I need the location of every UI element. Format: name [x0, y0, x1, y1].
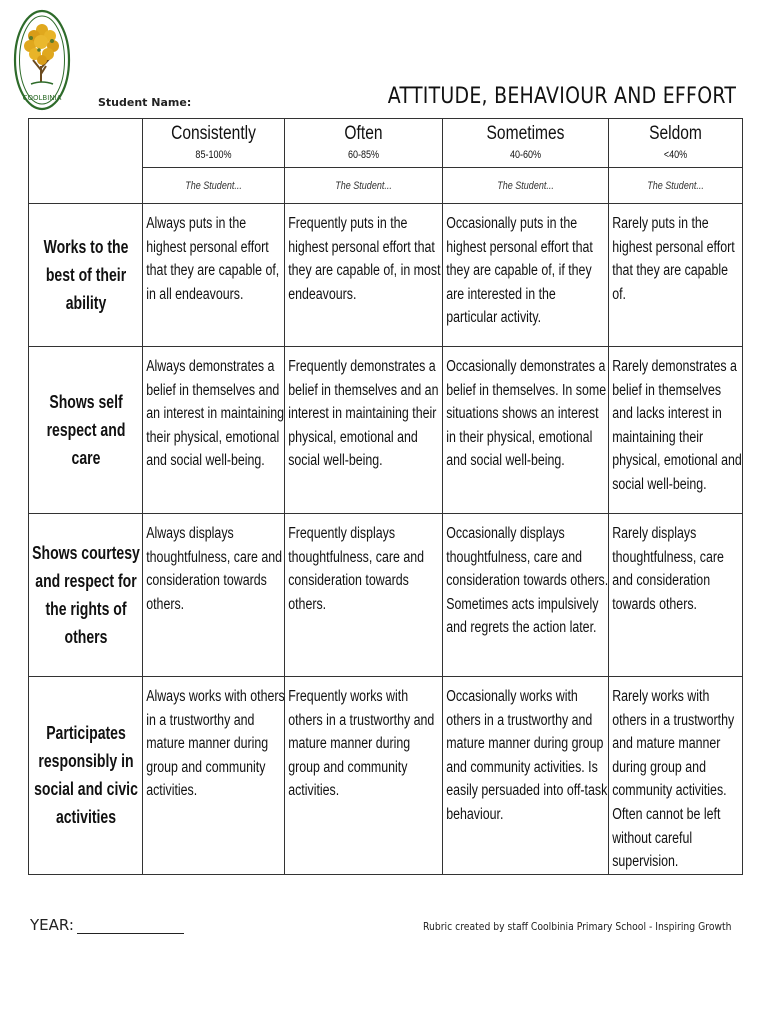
table-cell [143, 204, 285, 347]
table-cell [609, 514, 743, 677]
row-label-text: Works to the best of their ability [43, 237, 129, 313]
column-header-sometimes [443, 119, 609, 168]
subheader-text: The Student... [497, 179, 554, 192]
table-cell [285, 204, 443, 347]
column-header-seldom [609, 119, 743, 168]
row-label-text: Shows courtesy and respect for the rights of others [32, 543, 140, 647]
subheader-cell [285, 168, 443, 204]
cell-text: Occasionally works with others in a trustworthy and mature manner during group and community activities. Is easily persuaded into off-task behaviour. [446, 688, 608, 823]
cell-text: Rarely demonstrates a belief in themselves and lacks interest in maintaining their physical, emotional and social well-being. [612, 358, 742, 493]
rubric-credit: Rubric created by staff Coolbinia Primary School - Inspiring Growth [423, 920, 732, 933]
row-label [29, 514, 143, 677]
cell-text: Occasionally puts in the highest personal effort that they are capable of, if they are interested in the particular activity. [446, 215, 593, 327]
cell-text: Frequently puts in the highest personal effort that they are capable of, in most endeavours. [288, 215, 441, 303]
row-label [29, 677, 143, 875]
subheader-text: The Student... [185, 179, 242, 192]
table-cell [285, 677, 443, 875]
row-label [29, 204, 143, 347]
cell-text: Frequently demonstrates a belief in themselves and an interest in maintaining their physical, emotional and social well-being. [288, 358, 439, 470]
table-cell [143, 514, 285, 677]
cell-text: Rarely puts in the highest personal effort that they are capable of. [612, 215, 735, 303]
row-label-text: Participates responsibly in social and civic activities [34, 723, 138, 828]
cell-text: Always demonstrates a belief in themselves and an interest in maintaining their physical, emotional and social well-being. [146, 358, 285, 470]
page-title: ATTITUDE, BEHAVIOUR AND EFFORT [387, 84, 736, 109]
subheader-cell [443, 168, 609, 204]
table-cell [285, 514, 443, 677]
cell-text: Frequently works with others in a trustworthy and mature manner during group and community activities. [288, 688, 435, 800]
row-label-text: Shows self respect and care [46, 392, 126, 468]
corner-cell [29, 119, 143, 204]
column-header-consistently [143, 119, 285, 168]
column-name: Seldom [649, 123, 702, 144]
table-row [29, 347, 743, 514]
cell-text: Frequently displays thoughtfulness, care and consideration towards others. [288, 525, 425, 613]
cell-text: Rarely displays thoughtfulness, care and consideration towards others. [612, 525, 724, 613]
school-logo [13, 8, 71, 112]
rubric-table [28, 118, 743, 875]
table-cell [609, 677, 743, 875]
cell-text: Occasionally demonstrates a belief in themselves. In some situations shows an interest in their physical, emotional and social well-being. [446, 358, 607, 470]
logo-text: COOLBINIA [22, 94, 62, 102]
table-cell [443, 514, 609, 677]
row-label [29, 347, 143, 514]
subheader-text: The Student... [647, 179, 704, 192]
table-row [29, 204, 743, 347]
header-row [29, 119, 743, 168]
table-cell [443, 677, 609, 875]
table-cell [143, 347, 285, 514]
cell-text: Always displays thoughtfulness, care and consideration towards others. [146, 525, 283, 613]
column-header-often [285, 119, 443, 168]
column-range: 40-60% [509, 149, 542, 161]
table-cell [143, 677, 285, 875]
table-row [29, 677, 743, 875]
subheader-cell [143, 168, 285, 204]
table-row [29, 514, 743, 677]
column-range: <40% [663, 149, 688, 161]
cell-text: Always puts in the highest personal effort that they are capable of, in all endeavours. [146, 215, 280, 303]
cell-text: Rarely works with others in a trustworthy and mature manner during group and community activities. Often cannot be left without careful supervision. [612, 688, 735, 871]
column-name: Sometimes [486, 123, 565, 144]
year-field [30, 916, 184, 934]
cell-text: Always works with others in a trustworthy and mature manner during group and community activities. [146, 688, 285, 800]
column-name: Often [344, 123, 383, 144]
subheader-text: The Student... [335, 179, 392, 192]
column-name: Consistently [171, 123, 256, 144]
table-cell [609, 347, 743, 514]
year-label: YEAR: [30, 916, 74, 934]
subheader-cell [609, 168, 743, 204]
table-cell [609, 204, 743, 347]
column-range: 85-100% [195, 149, 232, 161]
table-cell [285, 347, 443, 514]
column-range: 60-85% [347, 149, 380, 161]
student-name-label: Student Name: [98, 96, 192, 109]
table-cell [443, 347, 609, 514]
cell-text: Occasionally displays thoughtfulness, care and consideration towards others. Sometimes acts impulsively and regrets the action later. [446, 525, 609, 637]
table-cell [443, 204, 609, 347]
year-blank-line[interactable] [77, 917, 184, 934]
